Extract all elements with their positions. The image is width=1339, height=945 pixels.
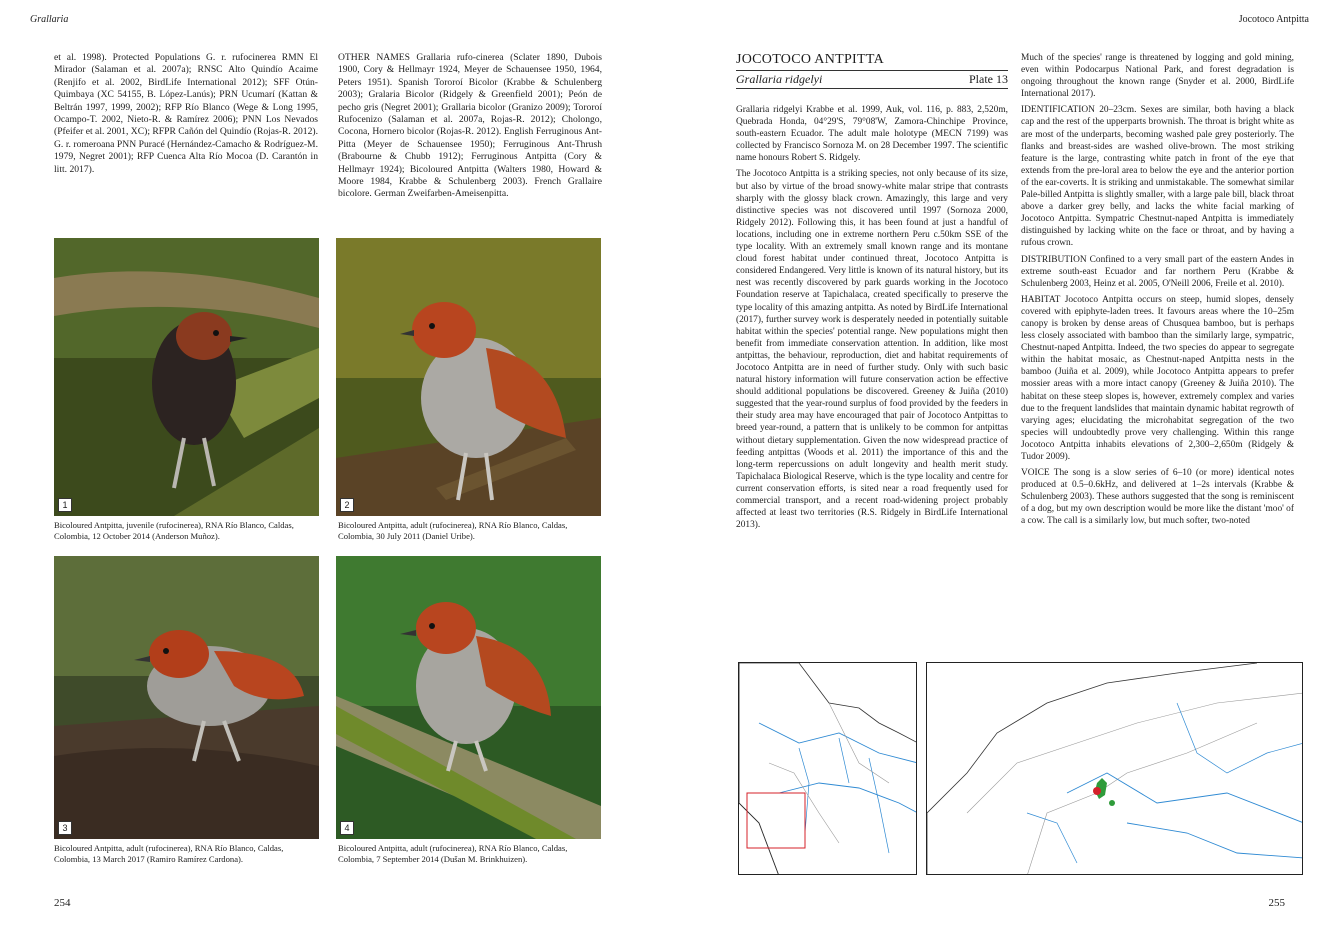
other-names-text: Grallaria rufo-cinerea (Sclater 1890, Dubois 1900, Cory & Hellmayr 1924, Meyer de Schauensee 1950, 1964, Peters 1951). Spanish Tororoí Bicolor (Krabbe & Schulenberg 2003); Gralaria Bicolor (Ridgely & Greenfield 2001); Peón de pecho gris (Negret 2001); Grallaria bicolor (Granizo 2009); Tororoí Rufocenizo (Salaman et al. 2007a, Rojas-R. 2012); Cholongo, Cocona, Hornero bicolor (Rojas-R. 2012). English Ferruginous Ant-Pitta (Meyer de Schauensee 1950); Ferruginous Ant-Thrush (Brabourne & Chubb 1912); Ferruginous Antpitta (Cory & Hellmayr 1924); Bicoloured Antpitta (Walters 1980, Howard & Moore 1984, Krabbe & Schulenberg 2003). French Grallaire bicolore. German Zweifarben-Ameisenpitta. [338,52,602,200]
voice-paragraph [1021,467,1294,527]
voice-text: The song is a slow series of 6–10 (or more) identical notes produced at 0.5–0.6kHz, and delivered at 1–2s intervals (Krabbe & Schulenberg 2003). These authors suggested that the song is reminiscent of a dog, but my own description would be more like the distant 'moo' of a cow. The call is a similarly low, but much softer, two-noted [1021,468,1294,527]
south-america-map-image [739,663,917,875]
running-head: Grallaria [30,14,69,25]
photo-3 [54,556,319,839]
species-account-column-1 [736,104,1008,535]
photo-number-2: 2 [340,498,354,512]
photo-1 [54,238,319,516]
other-names-section [338,52,602,205]
distribution-paragraph [1021,254,1294,290]
range-detail-map [926,662,1303,875]
other-names-heading: OTHER NAMES [338,52,410,63]
antpitta-adult-branch-image [336,556,601,839]
photo-caption-2: Bicoloured Antpitta, adult (rufocinerea), RNA Río Blanco, Caldas, Colombia, 30 July 2011 (Daniel Uribe). [338,520,568,541]
identification-paragraph [1021,104,1294,249]
habitat-heading: HABITAT [1021,294,1061,305]
type-locality-paragraph: Grallaria ridgelyi Krabbe et al. 1999, Auk, vol. 116, p. 883, 2,520m, Quebrada Honda, 04°29'S, 79°08'W, Zamora-Chinchipe Province, south-eastern Ecuador. The adult male holotype (MECN 7199) was collected by Francisco Sornoza M. on 28 December 1997. The scientific name honours Robert S. Ridgely. [736,105,1008,164]
habitat-paragraph [1021,294,1294,463]
range-map-image [927,663,1303,875]
protected-populations-text [54,52,318,180]
other-names-paragraph [338,52,602,201]
identification-heading: IDENTIFICATION [1021,105,1095,116]
distribution-heading: DISTRIBUTION [1021,254,1087,265]
species-title-row [736,70,1008,89]
photo-caption-3: Bicoloured Antpitta, adult (rufocinerea), RNA Río Blanco, Caldas, Colombia, 13 March 2017 (Ramiro Ramírez Cardona). [54,843,284,864]
right-page [670,0,1339,945]
page-number: 254 [54,897,71,909]
identification-text: 20–23cm. Sexes are similar, both having a black cap and the rest of the upperparts brownish. The throat is bright white as are most of the underparts, becoming washed pale grey posteriorly. The flanks and breast-sides are washed olive-brown. The most striking feature is the large, contrasting white patch in front of the eye that extends from the pre-loral area to below the eye and the anterior portion of the ear-coverts. It is striking and unmistakable. The somewhat similar Pale-billed Antpitta is slightly smaller, with a large pale bill, black throat above a darker grey belly, and lacks the white facial marking of Jocotoco Antpitta. Sympatric Chestnut-naped Antpitta is immediately distinguished by lacking white on the face or throat, and by having a rufous crown. [1021,105,1295,249]
antpitta-adult-image [336,238,601,516]
photo-2 [336,238,601,516]
antpitta-adult-log-image [54,556,319,839]
voice-heading: VOICE [1021,468,1050,479]
overview-map [738,662,917,875]
plate-reference: Plate 13 [969,72,1008,86]
species-title: JOCOTOCO ANTPITTA [736,52,885,67]
running-head: Jocotoco Antpitta [1238,14,1309,25]
antpitta-juvenile-image [54,238,319,516]
scientific-name: Grallaria ridgelyi [736,72,823,86]
protected-populations-paragraph: et al. 1998). Protected Populations G. r. rufocinerea RMN El Mirador (Salaman et al. 2007a); RNSC Alto Quindío Acaime (Renjifo et al. 2002, BirdLife International 2012); SFF Otún-Quimbaya (XC 54155, B. López-Lanús); PRN Ucumarí (Kattan & Beltrán 1997, 1999, 2002); RFP Río Blanco (Wege & Long 1995, Ocampo-T. 2002, Nieto-R. & Ramírez 2006); PNN Los Nevados (Pfeifer et al. 2001, XC); RFPR Cañón del Quindío (Rojas-R. 2012). G. r. romeroana PNN Puracé (Hernández-Camacho & Rodríguez-M. 1979, Negret 2001); RFP Cuenca Alta Río Mocoa (D. Carantón in litt. 2017). [54,52,318,175]
photo-caption-4: Bicoloured Antpitta, adult (rufocinerea), RNA Río Blanco, Caldas, Colombia, 7 September 2014 (Dušan M. Brinkhuizen). [338,843,568,864]
photo-caption-1: Bicoloured Antpitta, juvenile (rufocinerea), RNA Río Blanco, Caldas, Colombia, 12 October 2014 (Anderson Muñoz). [54,520,294,541]
threats-paragraph: Much of the species' range is threatened by logging and gold mining, even within Podocarpus National Park, and forest degradation is ongoing throughout the known range (Snyder et al. 2000, BirdLife International 2017). [1021,53,1294,100]
photo-number-3: 3 [58,821,72,835]
species-title-block [736,52,1008,89]
species-account-column-2 [1021,52,1294,532]
photo-number-1: 1 [58,498,72,512]
photo-number-4: 4 [340,821,354,835]
page-number: 255 [1268,897,1285,909]
photo-4 [336,556,601,839]
distribution-text: Confined to a very small part of the eastern Andes in extreme south-east Ecuador and far northern Peru (Krabbe & Schulenberg 2003, Heinz et al. 2005, O'Neill 2006, Freile et al. 2010). [1021,254,1294,289]
habitat-text: Jocotoco Antpitta occurs on steep, humid slopes, densely covered with epiphyte-laden trees. It favours areas where the 10–25m canopy is broken by dense areas of Chusquea bamboo, but is perhaps less closely associated with bamboo than the similarly large, sympatric, Chestnut-naped Antpitta. Indeed, the two species do appear to segregate within the habitat mosaic, as Chestnut-naped Antpitta nests in the bamboo (Juiña et al. 2009), while Jocotoco Antpitta appears to prefer mossier areas with a more intact canopy (Greeney & Juiña 2010). The habitat on these steep slopes is, however, extremely complex and varies due to the frequent landslides that maintain dynamic habitat regrowth of varying ages; elucidating the microhabitat segregation of the two species will undoubtedly prove very challenging. Within this range Jocotoco Antpitta inhabits elevations of 2,300–2,650m (Ridgely & Tudor 2009). [1021,294,1294,462]
introduction-paragraph: The Jocotoco Antpitta is a striking species, not only because of its size, but also by virtue of the broad snowy-white malar stripe that contrasts sharply with the glossy black crown. Amazingly, this large and very distinctive species was not discovered until 1997 (Sornoza 2000, Ridgely 2012). Following this, it has been found at just a handful of locations, including one in extreme northern Peru c.50km SSE of the type locality. With an extremely small known range and its montane cloud forest habitat under continued threat, Jocotoco Antpitta is considered Endangered. Very little is known of its natural history, but its nest was recently discovered by park guards working in the Jocotoco Foundation reserve at Tapichalaca, created specifically to preserve the type locality of this amazing antpitta. As noted by BirdLife International (2017), further survey work is desperately needed in potentially suitable habitat within the species' potential range. New populations might then benefit from immediate conservation attention. In addition, like most antpittas, the behaviour, reproduction, diet and habitat requirements of Jocotoco Antpitta are in need of further study. Only with such basic natural history information will future conservation action be effective should additional populations be discovered. Greeney & Juiña (2010) suggested that the year-round surplus of food provided by the feeders in their study area may have encouraged that pair of Jocotoco Antpittas to breed year-round, a pattern that is unlikely to be common for antpittas without dietary supplementation. Given the now widespread practice of feeding antpittas (Woods et al. 2011) the importance of this and the long-term repercussions on adult longevity and health merit study. Tapichalaca Biological Reserve, which is the type locality and centre for current conservation efforts, is sited near a road frequently used for commercial transport, and a recent road-widening project probably affected at least two territories (R.S. Ridgely in BirdLife International 2013). [736,169,1008,531]
